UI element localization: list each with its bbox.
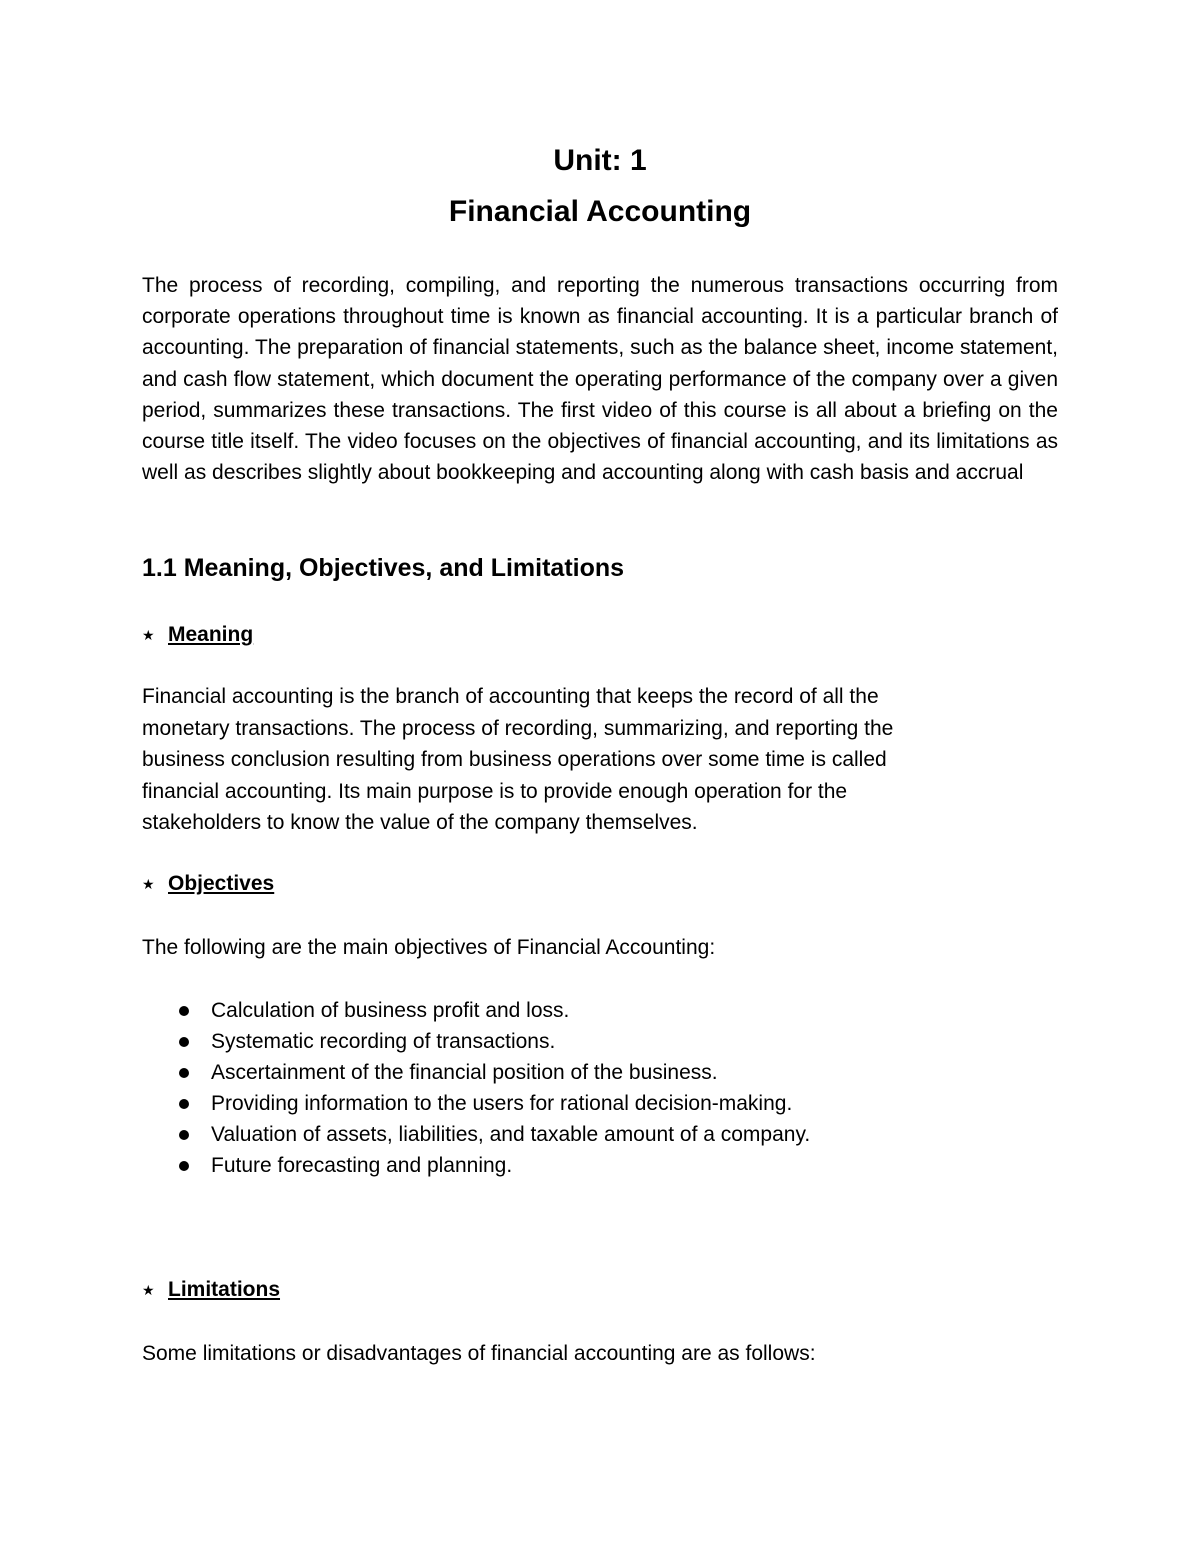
star-icon: ★ <box>142 1282 155 1298</box>
list-item <box>142 1057 810 1088</box>
meaning-line: business conclusion resulting from business operations over some time is called <box>142 748 887 772</box>
meaning-heading-label: Meaning <box>168 623 254 646</box>
section-heading: 1.1 Meaning, Objectives, and Limitations <box>142 554 625 582</box>
list-item <box>142 1088 810 1119</box>
limitations-intro: Some limitations or disadvantages of financial accounting are as follows: <box>142 1342 816 1365</box>
meaning-line: financial accounting. Its main purpose is to provide enough operation for the <box>142 779 848 803</box>
bullet-icon <box>179 1068 189 1078</box>
star-icon: ★ <box>142 876 155 892</box>
meaning-heading <box>142 620 253 650</box>
bullet-icon <box>179 1099 189 1109</box>
main-title: Financial Accounting <box>448 195 752 228</box>
meaning-line: monetary transactions. The process of recording, summarizing, and reporting the <box>142 716 894 740</box>
intro-paragraph: The process of recording, compiling, and reporting the numerous transactions occurring from corporate operations throughout time is known as financial accounting. It is a particular branch of accounting. The preparation of financial statements, such as the balance sheet, income statement, and cash flow statement, which document the operating performance of the company over a given period, summarizes these transactions. The first video of this course is all about a briefing on the course title itself. The video focuses on the objectives of financial accounting, and its limitations as well as describes slightly about bookkeeping and accounting along with cash basis and accrual <box>142 274 1058 485</box>
meaning-line: stakeholders to know the value of the company themselves. <box>142 811 698 835</box>
list-item-text: Ascertainment of the financial position of the business. <box>211 1061 718 1085</box>
bullet-icon <box>179 1037 189 1047</box>
list-item <box>142 1026 810 1057</box>
list-item-text: Valuation of assets, liabilities, and taxable amount of a company. <box>211 1123 811 1147</box>
list-item-text: Providing information to the users for rational decision-making. <box>211 1092 793 1116</box>
list-item <box>142 995 810 1026</box>
objectives-list <box>142 995 810 1182</box>
objectives-heading <box>142 869 274 899</box>
list-item <box>142 1150 810 1181</box>
list-item-text: Future forecasting and planning. <box>211 1154 513 1178</box>
objectives-heading-label: Objectives <box>168 872 275 895</box>
bullet-icon <box>179 1006 189 1016</box>
unit-title: Unit: 1 <box>553 144 647 177</box>
objectives-intro: The following are the main objectives of Financial Accounting: <box>142 936 716 959</box>
list-item-text: Systematic recording of transactions. <box>211 1030 556 1054</box>
list-item <box>142 1119 810 1150</box>
bullet-icon <box>179 1130 189 1140</box>
meaning-line: Financial accounting is the branch of accounting that keeps the record of all the <box>142 685 879 708</box>
meaning-paragraph <box>142 681 1058 839</box>
bullet-icon <box>179 1161 189 1171</box>
limitations-heading <box>142 1275 280 1305</box>
list-item-text: Calculation of business profit and loss. <box>211 999 570 1022</box>
limitations-heading-label: Limitations <box>168 1278 281 1301</box>
star-icon: ★ <box>142 627 155 643</box>
